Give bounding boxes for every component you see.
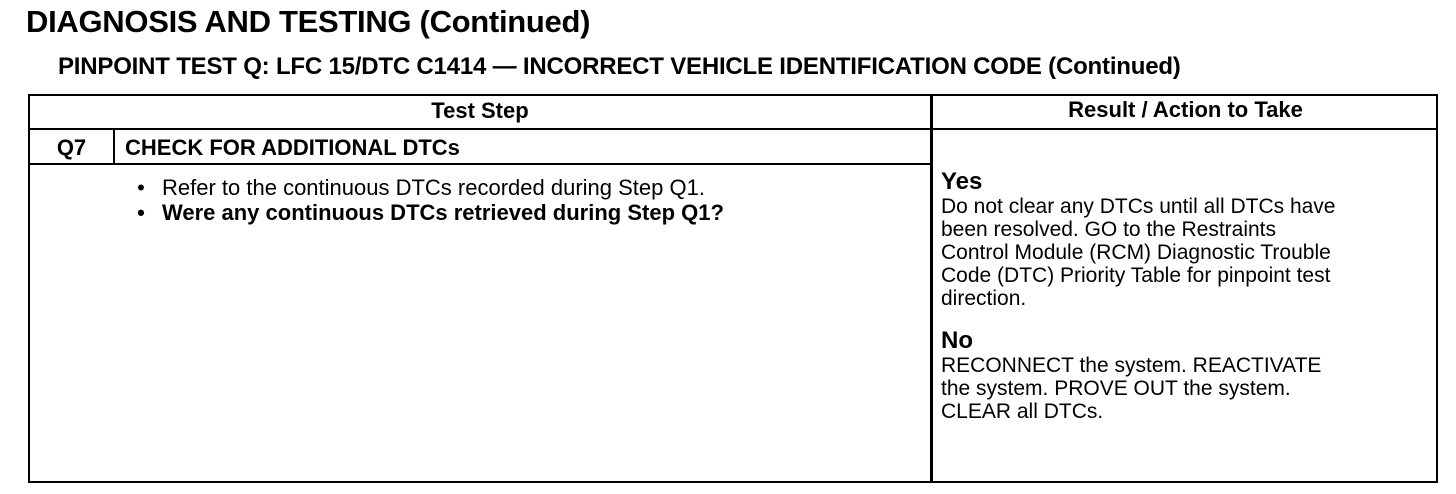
step-title-rule xyxy=(30,163,930,165)
result-yes-action xyxy=(941,195,1436,310)
result-line: CLEAR all DTCs. xyxy=(941,400,1104,423)
result-line: Do not clear any DTCs until all DTCs have xyxy=(941,195,1336,218)
result-no xyxy=(941,328,1436,423)
result-line: the system. PROVE OUT the system. xyxy=(941,377,1291,400)
page-title: DIAGNOSIS AND TESTING (Continued) xyxy=(26,4,591,39)
result-line: Control Module (RCM) Diagnostic Trouble xyxy=(941,241,1331,264)
step-id: Q7 xyxy=(56,135,87,160)
step-id-divider xyxy=(113,130,115,164)
bullet-icon: • xyxy=(137,175,145,200)
bullet-icon: • xyxy=(137,200,145,225)
result-yes xyxy=(941,169,1436,310)
column-divider xyxy=(930,96,933,481)
result-line: RECONNECT the system. REACTIVATE xyxy=(941,354,1322,377)
pinpoint-test-table xyxy=(28,94,1438,483)
list-item xyxy=(120,200,724,225)
column-header-test-step: Test Step xyxy=(431,98,529,123)
column-header-result-action: Result / Action to Take xyxy=(1068,97,1303,122)
header-rule xyxy=(30,128,1436,130)
step-instruction: Refer to the continuous DTCs recorded during Step Q1. xyxy=(162,175,705,200)
result-yes-label: Yes xyxy=(941,168,983,195)
step-bullet-list xyxy=(120,175,724,225)
pinpoint-test-title: PINPOINT TEST Q: LFC 15/DTC C1414 — INCORRECT VEHICLE IDENTIFICATION CODE (Continued) xyxy=(58,53,1181,80)
result-line: Code (DTC) Priority Table for pinpoint test xyxy=(941,264,1331,287)
result-no-action xyxy=(941,354,1436,423)
result-line: been resolved. GO to the Restraints xyxy=(941,218,1277,241)
step-title: CHECK FOR ADDITIONAL DTCs xyxy=(125,135,460,160)
result-no-label: No xyxy=(941,327,973,354)
step-question: Were any continuous DTCs retrieved during Step Q1? xyxy=(162,200,724,225)
result-line: direction. xyxy=(941,287,1027,310)
list-item xyxy=(120,175,724,200)
